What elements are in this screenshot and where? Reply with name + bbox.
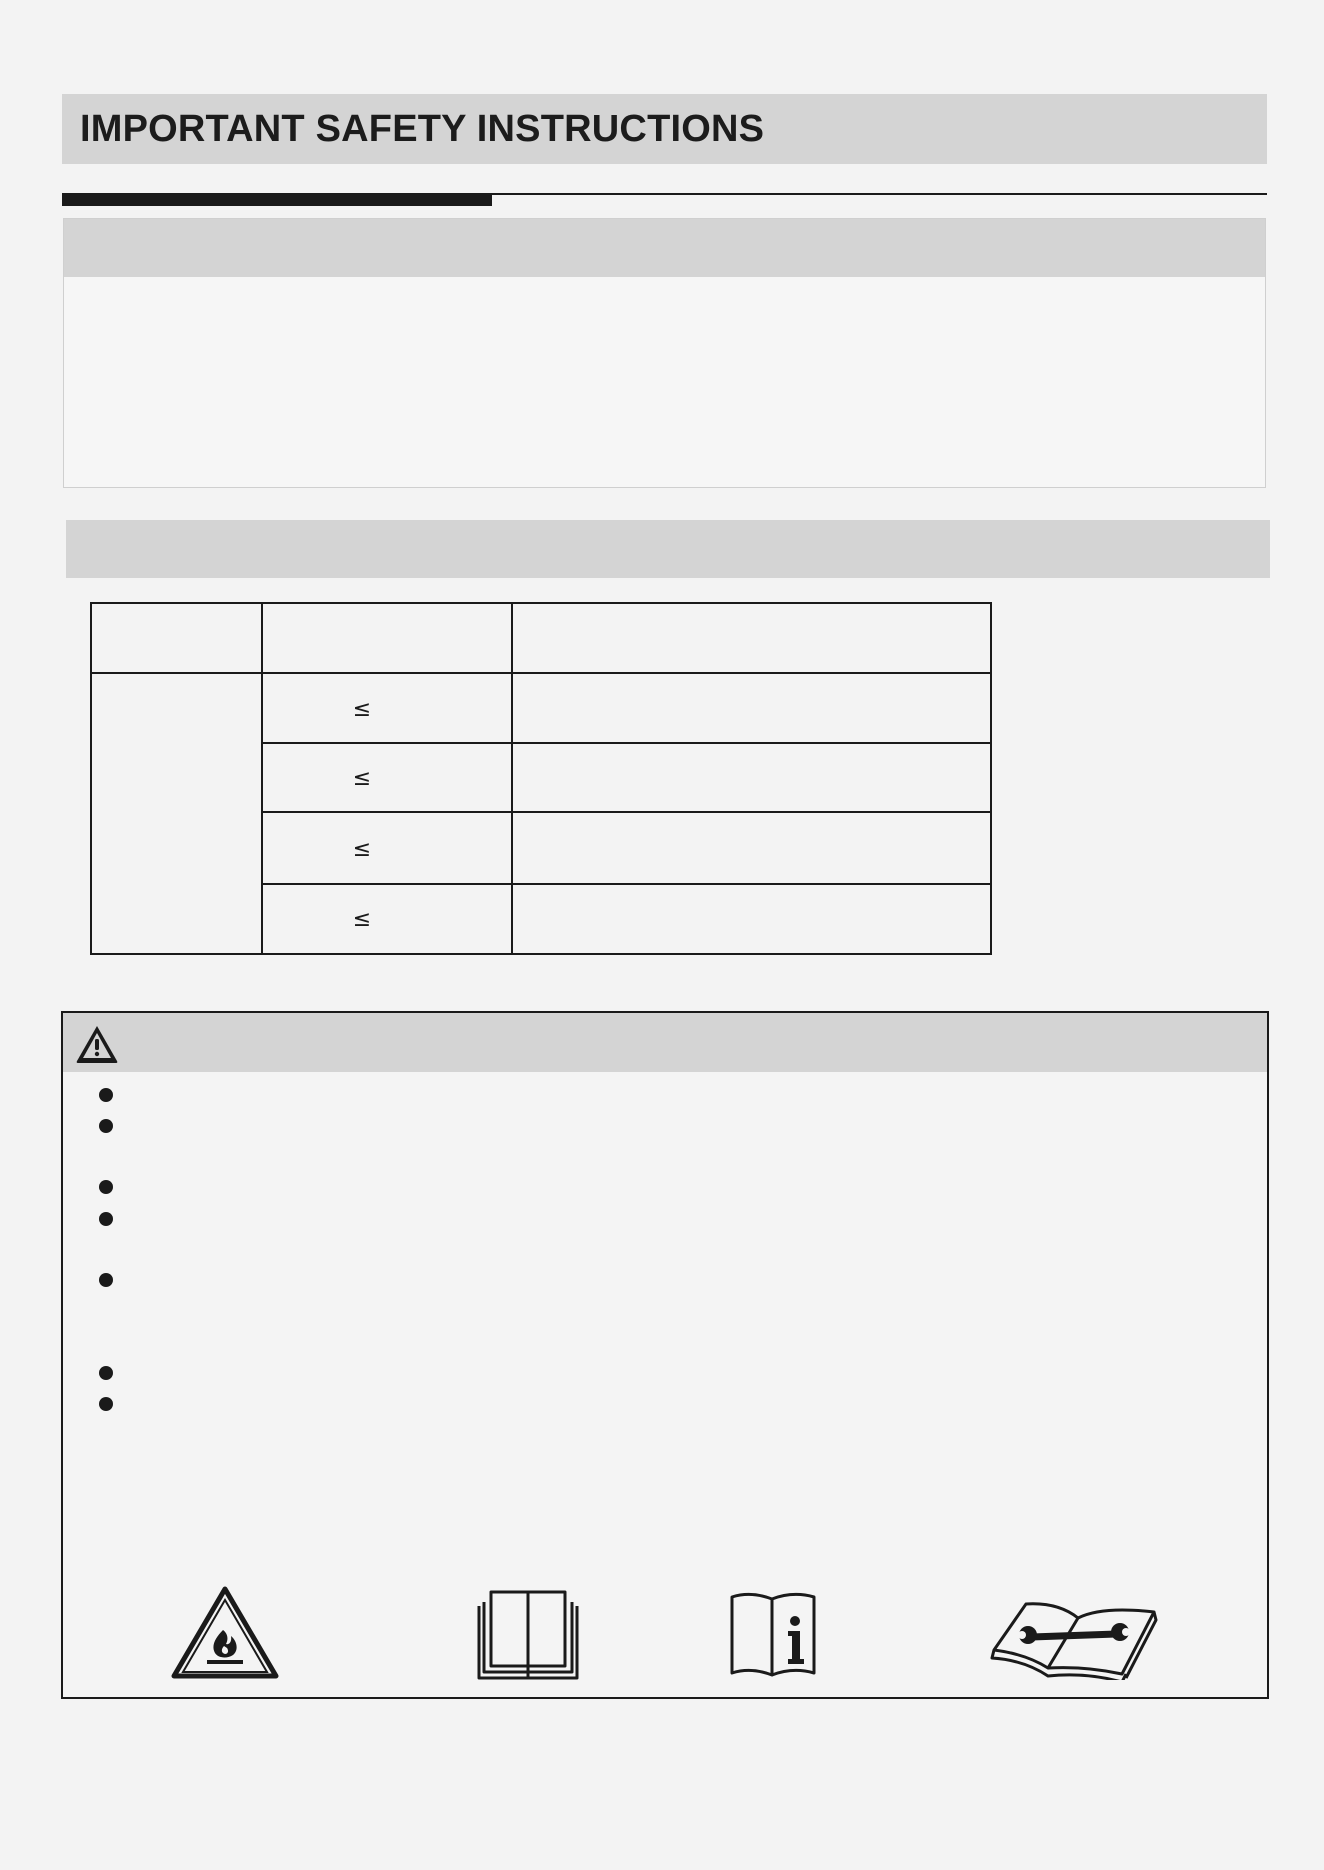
flammable-warning-icon bbox=[171, 1586, 279, 1680]
info-section-header bbox=[64, 219, 1265, 277]
table-row: ≤ bbox=[352, 697, 372, 722]
warning-box bbox=[61, 1011, 1269, 1699]
list-item-bullet bbox=[99, 1088, 113, 1102]
table-row-divider bbox=[261, 811, 990, 813]
warning-triangle-icon bbox=[75, 1024, 119, 1064]
list-item-bullet bbox=[99, 1212, 113, 1226]
table-column-divider bbox=[261, 604, 263, 953]
info-section-box bbox=[63, 218, 1266, 488]
list-item-bullet bbox=[99, 1273, 113, 1287]
page-title-bar bbox=[62, 94, 1267, 164]
list-item-bullet bbox=[99, 1366, 113, 1380]
warning-header bbox=[63, 1013, 1267, 1072]
page-title: IMPORTANT SAFETY INSTRUCTIONS bbox=[80, 107, 765, 150]
table-row: ≤ bbox=[352, 837, 372, 862]
table-row: ≤ bbox=[352, 907, 372, 932]
spec-table bbox=[90, 602, 992, 955]
table-row-divider bbox=[261, 883, 990, 885]
table-row-divider bbox=[261, 742, 990, 744]
service-manual-icon bbox=[988, 1598, 1160, 1680]
table-row: ≤ bbox=[352, 766, 372, 791]
table-header-divider bbox=[92, 672, 990, 674]
list-item-bullet bbox=[99, 1119, 113, 1133]
list-item-bullet bbox=[99, 1180, 113, 1194]
information-manual-icon bbox=[729, 1591, 817, 1677]
list-item-bullet bbox=[99, 1397, 113, 1411]
operator-manual-icon bbox=[473, 1586, 583, 1684]
table-column-divider bbox=[511, 604, 513, 953]
spec-section-header bbox=[66, 520, 1270, 578]
divider-accent bbox=[62, 194, 492, 206]
